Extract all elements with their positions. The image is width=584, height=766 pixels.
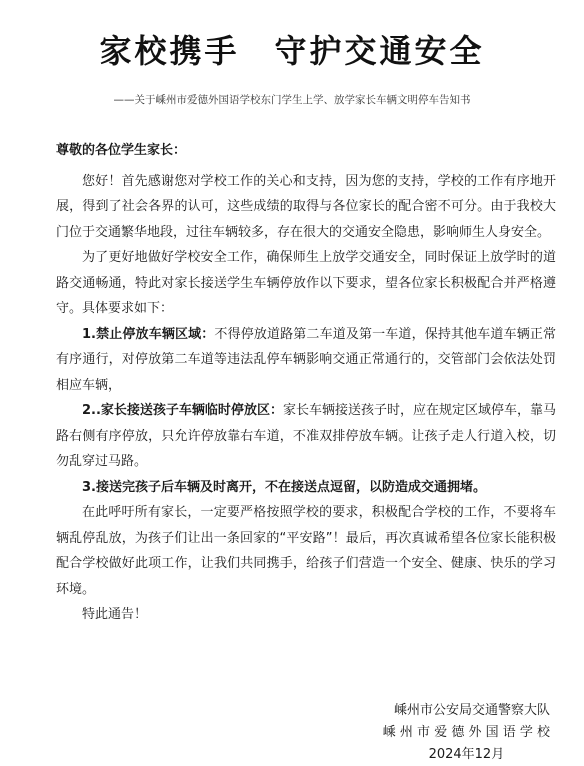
- paragraph-intro: 您好！首先感谢您对学校工作的关心和支持，因为您的支持，学校的工作有序地开展，得到了社会各界的认可，这些成绩的取得与各位家长的配合密不可分。由于我校大门位于交通繁华地段，过往车辆较多，存在很大的交通安全隐患，影响师生人身安全。: [56, 173, 556, 240]
- signature-block: [383, 700, 550, 766]
- greeting: 尊敬的各位学生家长：: [56, 143, 187, 158]
- signature-police: 嵊州市公安局交通警察大队: [393, 703, 550, 718]
- rule-1-text: 不得停放道路第二车道及第一车道，保持其他车道车辆正常有序通行，对停放第二车道等违法乱停车辆影响交通正常通行的，交管部门会依法处罚相应车辆，: [56, 326, 556, 393]
- rule-1: [56, 322, 556, 399]
- closing-line: 特此通告！: [82, 607, 148, 622]
- notice-body: [56, 138, 556, 628]
- signature-date: 2024年12月: [428, 747, 505, 762]
- paragraph-requirements: 为了更好地做好学校安全工作，确保师生上放学交通安全，同时保证上放学时的道路交通畅通，特此对家长接送学生车辆停放作以下要求，望各位家长积极配合并严格遵守。具体要求如下：: [56, 250, 556, 316]
- paragraph-appeal: 在此呼吁所有家长，一定要严格按照学校的要求，积极配合学校的工作，不要将车辆乱停乱放，为孩子们让出一条回家的“平安路”！最后，再次真诚希望各位家长能积极配合学校做好此项工作，让我们共同携手，给孩子们营造一个安全、健康、快乐的学习环境。: [56, 505, 556, 597]
- rule-2-heading: 2..家长接送孩子车辆临时停放区：: [82, 403, 283, 418]
- notice-title: 家校携手 守护交通安全: [99, 32, 485, 70]
- notice-subtitle: ——关于嵊州市爱德外国语学校东门学生上学、放学家长车辆文明停车告知书: [113, 94, 471, 106]
- signature-school: 嵊 州 市 爱 德 外 国 语 学 校: [382, 725, 550, 740]
- rule-3: 3.接送完孩子后车辆及时离开，不在接送点逗留，以防造成交通拥堵。: [82, 479, 486, 495]
- rule-2: [56, 398, 556, 475]
- rule-2-text: 家长车辆接送孩子时，应在规定区域停车，靠马路右侧有序停放，只允许停放靠右车道，不准双排停放车辆。让孩子走人行道入校，切勿乱穿过马路。: [56, 403, 556, 469]
- rule-1-heading: 1.禁止停放车辆区域：: [82, 326, 215, 342]
